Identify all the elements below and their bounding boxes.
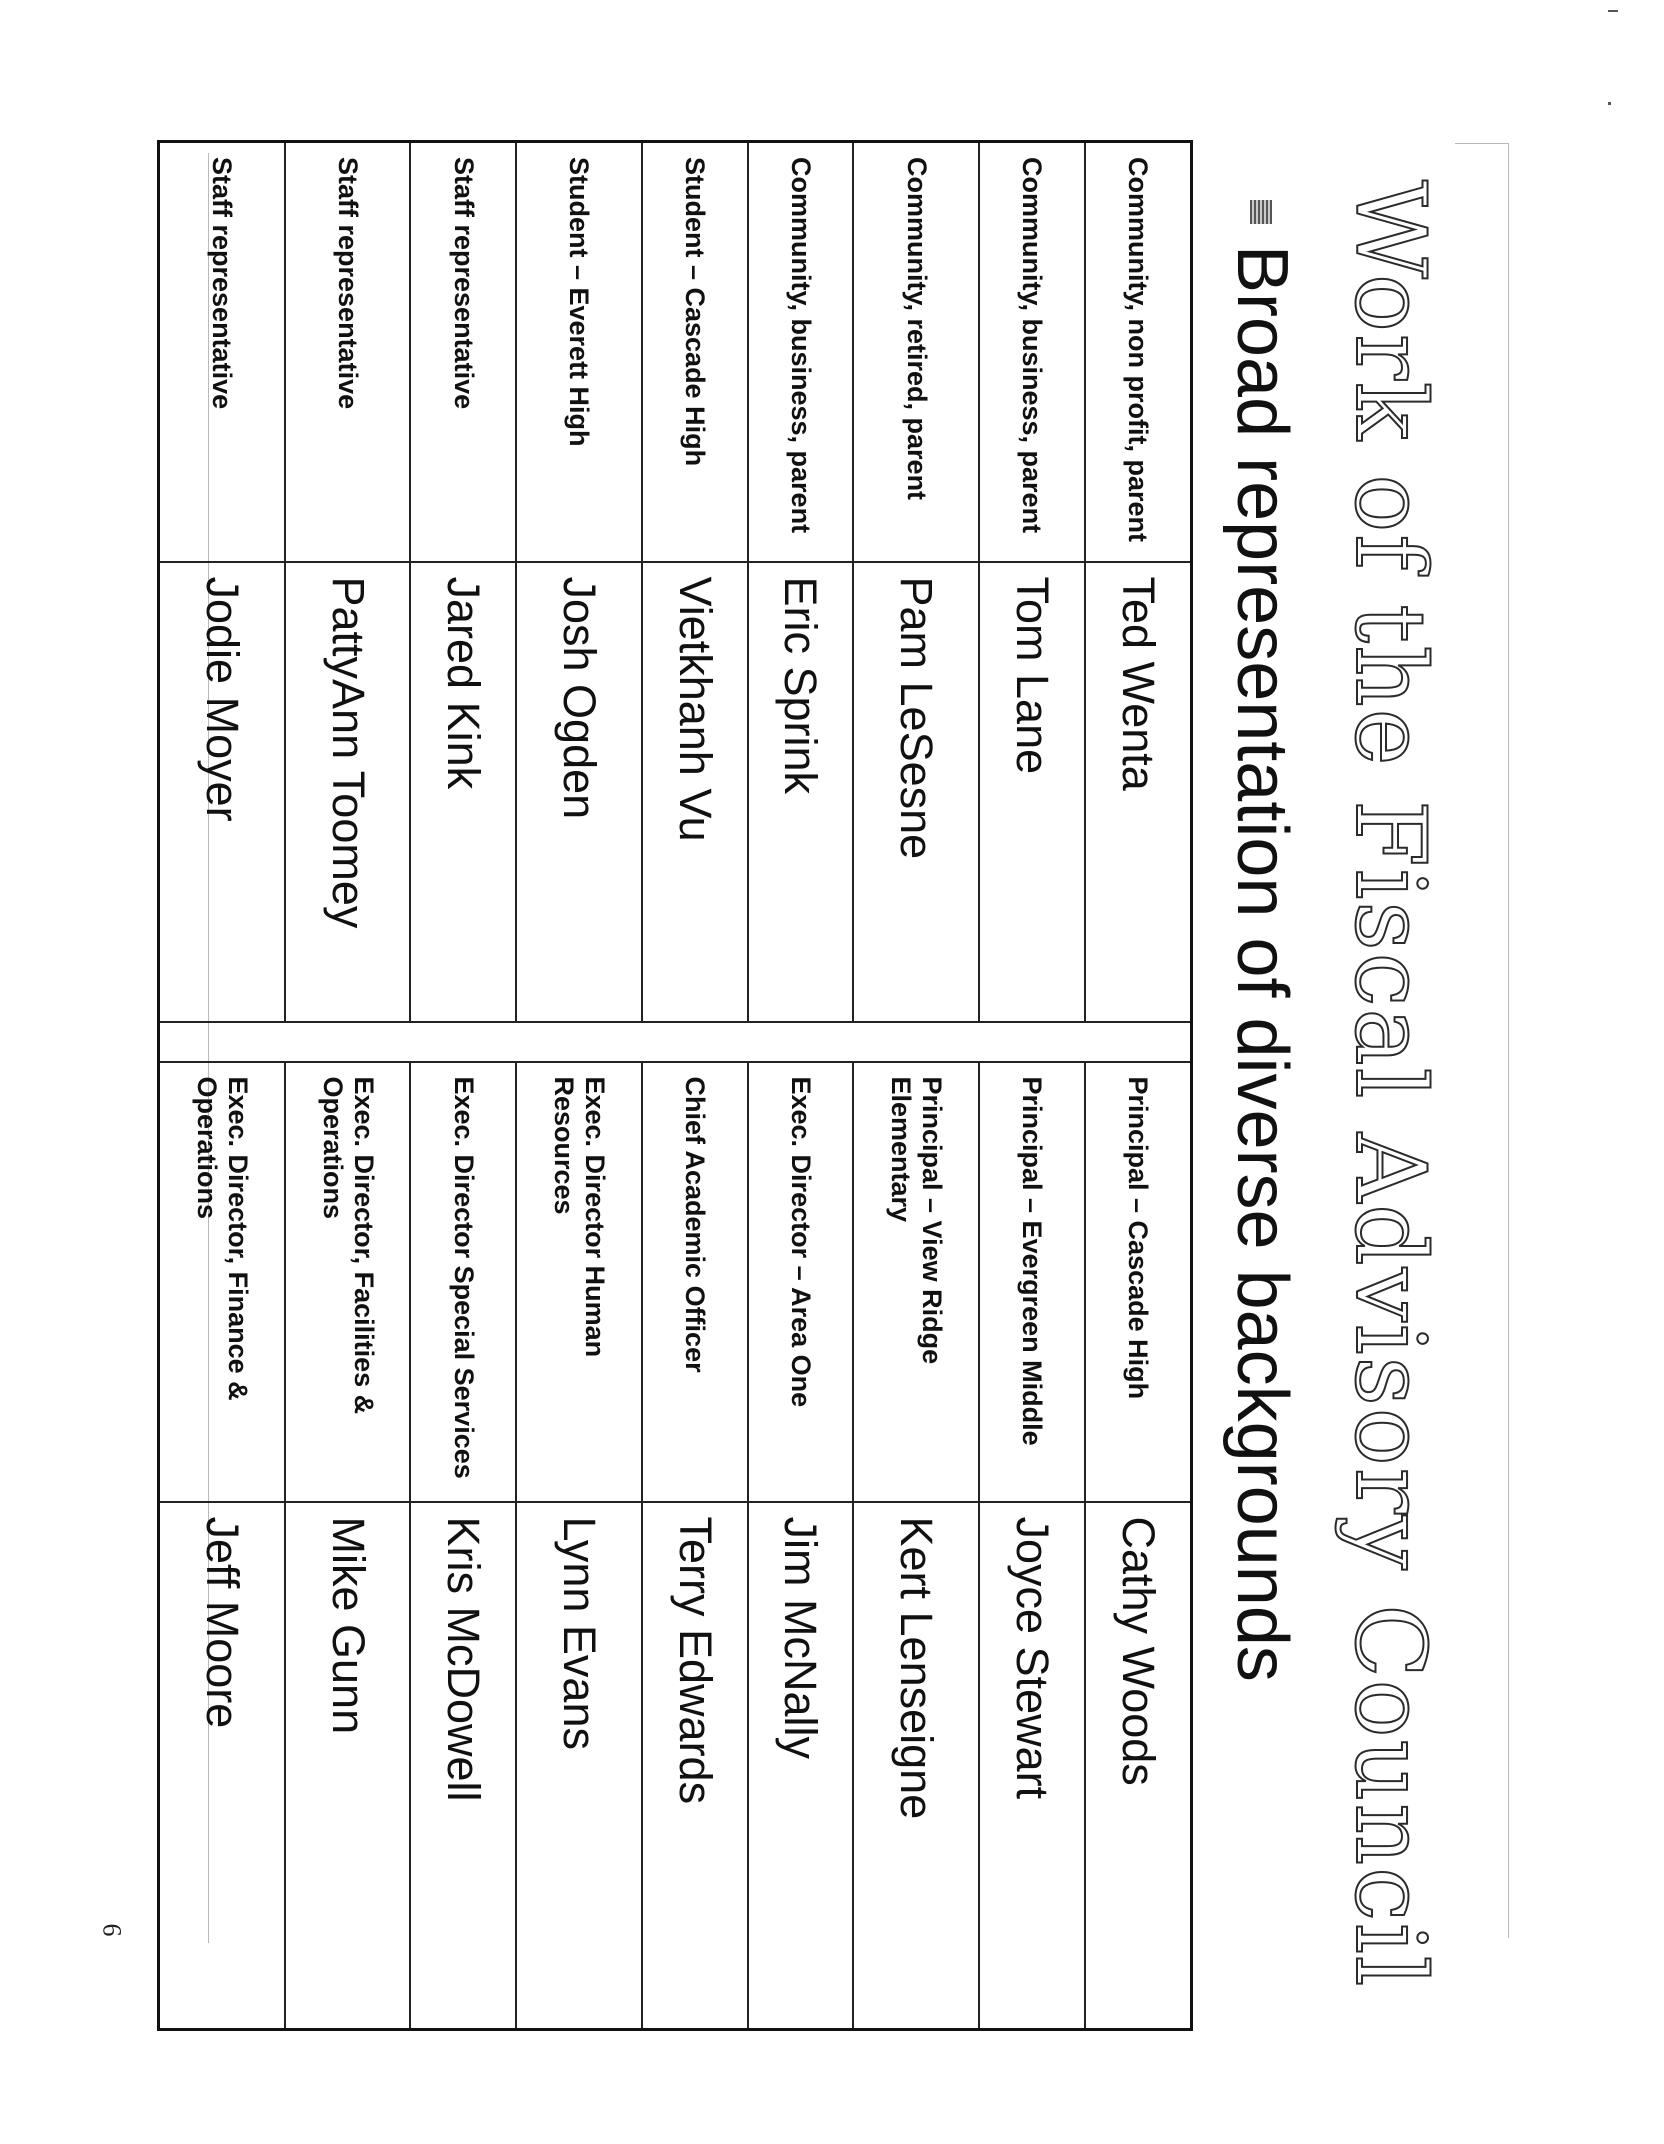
member-role: Exec. Director Special Services [410,1062,516,1502]
member-role: Staff representative [159,142,285,562]
table-row [285,142,410,2030]
member-role: Community, retired, parent [853,142,978,562]
slide-title: Work of the Fiscal Advisory Council [1334,180,1446,1989]
page-number: 6 [97,1923,127,1937]
member-name: Kert Lenseigne [853,1502,978,2030]
member-role: Staff representative [410,142,516,562]
member-name: Ted Wenta [1085,562,1192,1022]
member-role: Exec. Director, Finance & Operations [159,1062,285,1502]
scan-mark [1608,102,1611,105]
member-role: Principal – Cascade High [1085,1062,1192,1502]
table-row [642,142,748,2030]
table-row [979,142,1085,2030]
member-name: Lynn Evans [516,1502,641,2030]
member-role: Exec. Director – Area One [748,1062,854,1502]
member-name: Pam LeSesne [853,562,978,1022]
member-name: Josh Ogden [516,562,641,1022]
slide-subtitle: Broad representation of diverse backgrounds [1222,245,1302,1682]
table-row [410,142,516,2030]
member-role: Principal – View Ridge Elementary [853,1062,978,1502]
member-name: Joyce Stewart [979,1502,1085,2030]
member-role: Principal – Evergreen Middle [979,1062,1085,1502]
member-role: Exec. Director Human Resources [516,1062,641,1502]
member-name: PattyAnn Toomey [285,562,410,1022]
member-name: Mike Gunn [285,1502,410,2030]
table-row [516,142,641,2030]
member-role: Staff representative [285,142,410,562]
member-name: Eric Sprink [748,562,854,1022]
member-name: Jim McNally [748,1502,854,2030]
slide-border-top [1455,143,1508,144]
member-name: Jodie Moyer [159,562,285,1022]
table-row [853,142,978,2030]
member-role: Student – Everett High [516,142,641,562]
member-name: Cathy Woods [1085,1502,1192,2030]
member-name: Vietkhanh Vu [642,562,748,1022]
member-name: Jeff Moore [159,1502,285,2030]
member-name: Jared Kink [410,562,516,1022]
slide [163,140,1455,2050]
member-name: Terry Edwards [642,1502,748,2030]
member-role: Community, non profit, parent [1085,142,1192,562]
member-role: Student – Cascade High [642,142,748,562]
member-role: Chief Academic Officer [642,1062,748,1502]
table-row [1085,142,1192,2030]
council-roster-table [157,140,1193,2031]
member-name: Kris McDowell [410,1502,516,2030]
table-row [159,142,285,2030]
slide-border-right [1508,143,1509,1938]
column-divider [159,1022,1192,1062]
member-role: Community, business, parent [748,142,854,562]
member-role: Community, business, parent [979,142,1085,562]
member-role: Exec. Director, Facilities & Operations [285,1062,410,1502]
table-row [748,142,854,2030]
bullet-icon [1250,200,1272,224]
scan-mark [1608,10,1618,12]
member-name: Tom Lane [979,562,1085,1022]
